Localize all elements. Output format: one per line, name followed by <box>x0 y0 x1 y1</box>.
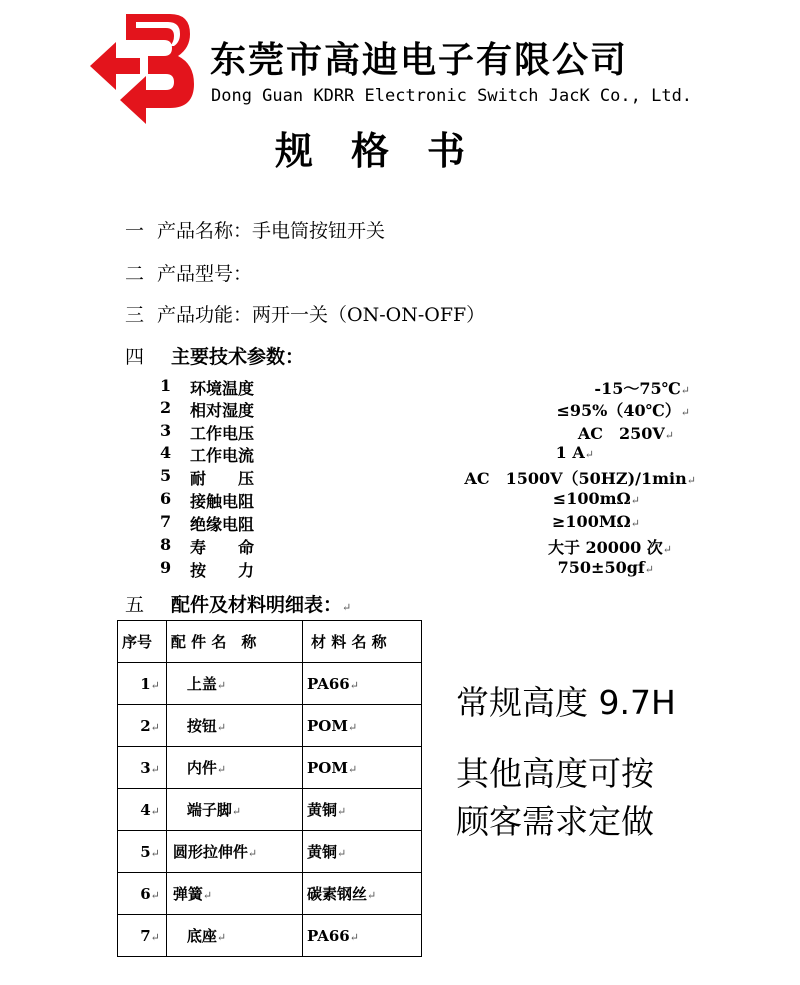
section-label: 五 <box>125 594 145 616</box>
param-name: 相对湿度 <box>190 401 255 420</box>
param-row <box>160 558 720 580</box>
cell-part: 端子脚↵ <box>166 789 302 831</box>
cell-part: 弹簧↵ <box>166 873 302 915</box>
param-value-text: ≥100MΩ <box>552 512 631 531</box>
paragraph-mark-icon: ↵ <box>662 543 672 556</box>
section-parts-table <box>125 590 351 617</box>
param-number: 3 <box>160 421 172 440</box>
param-row <box>160 443 720 465</box>
table-header-row <box>118 621 422 663</box>
param-name: 接触电阻 <box>190 492 255 511</box>
param-row <box>160 535 720 557</box>
table-row <box>118 789 422 831</box>
section-label: 一 <box>125 220 145 242</box>
param-value-text: ≤100mΩ <box>552 489 631 508</box>
param-number: 2 <box>160 398 172 417</box>
param-name: 环境温度 <box>190 379 255 398</box>
column-header-no: 序号 <box>118 621 167 663</box>
cell-no: 7↵ <box>118 915 167 957</box>
cell-part: 内件↵ <box>166 747 302 789</box>
param-number: 5 <box>160 466 172 485</box>
param-number: 4 <box>160 443 172 462</box>
cell-no: 3↵ <box>118 747 167 789</box>
company-logo-icon <box>86 8 196 128</box>
paragraph-mark-icon: ↵ <box>630 517 640 530</box>
paragraph-mark-icon: ↵ <box>686 474 696 487</box>
param-value-text: AC 250V <box>577 424 665 443</box>
param-value <box>553 489 640 508</box>
section-product-function <box>125 300 485 327</box>
param-row <box>160 398 720 420</box>
param-value <box>556 398 690 421</box>
param-value <box>548 535 672 558</box>
param-value <box>578 421 674 444</box>
section-label: 二 <box>125 263 145 285</box>
table-row <box>118 873 422 915</box>
cell-no: 6↵ <box>118 873 167 915</box>
param-value <box>558 558 654 577</box>
param-name: 绝缘电阻 <box>190 515 255 534</box>
param-name: 按 力 <box>190 561 255 580</box>
param-value-text: 750±50gf <box>557 558 645 577</box>
cell-material: PA66↵ <box>303 663 422 705</box>
param-value <box>552 512 640 531</box>
param-row <box>160 466 720 488</box>
param-number: 1 <box>160 376 172 395</box>
param-name: 寿 命 <box>190 538 255 557</box>
param-value-text: ≤95%（40℃） <box>556 401 681 420</box>
cell-material: POM↵ <box>303 705 422 747</box>
section-product-model <box>125 259 252 286</box>
paragraph-mark-icon: ↵ <box>680 406 690 419</box>
cell-material: 碳素钢丝↵ <box>303 873 422 915</box>
cell-material: POM↵ <box>303 747 422 789</box>
cell-material: PA66↵ <box>303 915 422 957</box>
parts-material-table <box>117 620 422 957</box>
document-title: 规 格 书 <box>275 129 466 173</box>
cell-part: 底座↵ <box>166 915 302 957</box>
section-label: 三 <box>125 304 145 326</box>
cell-part: 上盖↵ <box>166 663 302 705</box>
cell-no: 5↵ <box>118 831 167 873</box>
paragraph-mark-icon: ↵ <box>664 429 674 442</box>
cell-no: 4↵ <box>118 789 167 831</box>
company-name-cn: 东莞市高迪电子有限公司 <box>210 40 629 81</box>
note-custom-height-2: 顾客需求定做 <box>456 802 654 841</box>
cell-material: 黄铜↵ <box>303 831 422 873</box>
param-row <box>160 489 720 511</box>
section-text: 主要技术参数： <box>171 346 305 368</box>
section-tech-params <box>125 342 304 369</box>
param-value-text: AC 1500V（50HZ)/1min <box>464 469 687 488</box>
cell-no: 1↵ <box>118 663 167 705</box>
param-value <box>594 376 690 399</box>
cell-material: 黄铜↵ <box>303 789 422 831</box>
section-text: 配件及材料明细表： <box>171 594 343 616</box>
paragraph-mark-icon: ↵ <box>680 384 690 397</box>
param-row <box>160 376 720 398</box>
param-number: 6 <box>160 489 172 508</box>
section-text: 产品名称：手电筒按钮开关 <box>157 220 386 242</box>
note-custom-height-1: 其他高度可按 <box>456 754 654 793</box>
table-row <box>118 747 422 789</box>
section-text: 产品型号： <box>157 263 253 285</box>
cell-no: 2↵ <box>118 705 167 747</box>
param-number: 9 <box>160 558 172 577</box>
section-label: 四 <box>125 346 145 368</box>
column-header-part: 配 件 名 称 <box>166 621 302 663</box>
param-name: 工作电流 <box>190 446 255 465</box>
param-number: 8 <box>160 535 172 554</box>
table-row <box>118 705 422 747</box>
table-row <box>118 915 422 957</box>
paragraph-mark-icon: ↵ <box>584 448 594 461</box>
param-number: 7 <box>160 512 172 531</box>
paragraph-mark-icon: ↵ <box>644 563 654 576</box>
param-row <box>160 512 720 534</box>
param-name: 耐 压 <box>190 469 255 488</box>
note-standard-height: 常规高度 9.7H <box>456 683 676 722</box>
cell-part: 圆形拉伸件↵ <box>166 831 302 873</box>
cell-part: 按钮↵ <box>166 705 302 747</box>
param-value <box>464 466 696 489</box>
section-text: 产品功能：两开一关（ON-ON-OFF） <box>157 304 486 326</box>
param-name: 工作电压 <box>190 424 255 443</box>
param-value-text: 大于 20000 次 <box>547 538 663 557</box>
param-row <box>160 421 720 443</box>
section-product-name <box>125 216 385 243</box>
param-value-text: -15～75℃ <box>594 379 681 398</box>
table-row <box>118 663 422 705</box>
paragraph-mark-icon: ↵ <box>630 494 640 507</box>
param-value-text: 1 A <box>555 443 585 462</box>
paragraph-mark-icon: ↵ <box>342 601 352 614</box>
company-name-en: Dong Guan KDRR Electronic Switch JacK Co., Ltd. <box>211 86 693 106</box>
table-row <box>118 831 422 873</box>
param-value <box>556 443 594 462</box>
column-header-material: 材 料 名 称 <box>303 621 422 663</box>
